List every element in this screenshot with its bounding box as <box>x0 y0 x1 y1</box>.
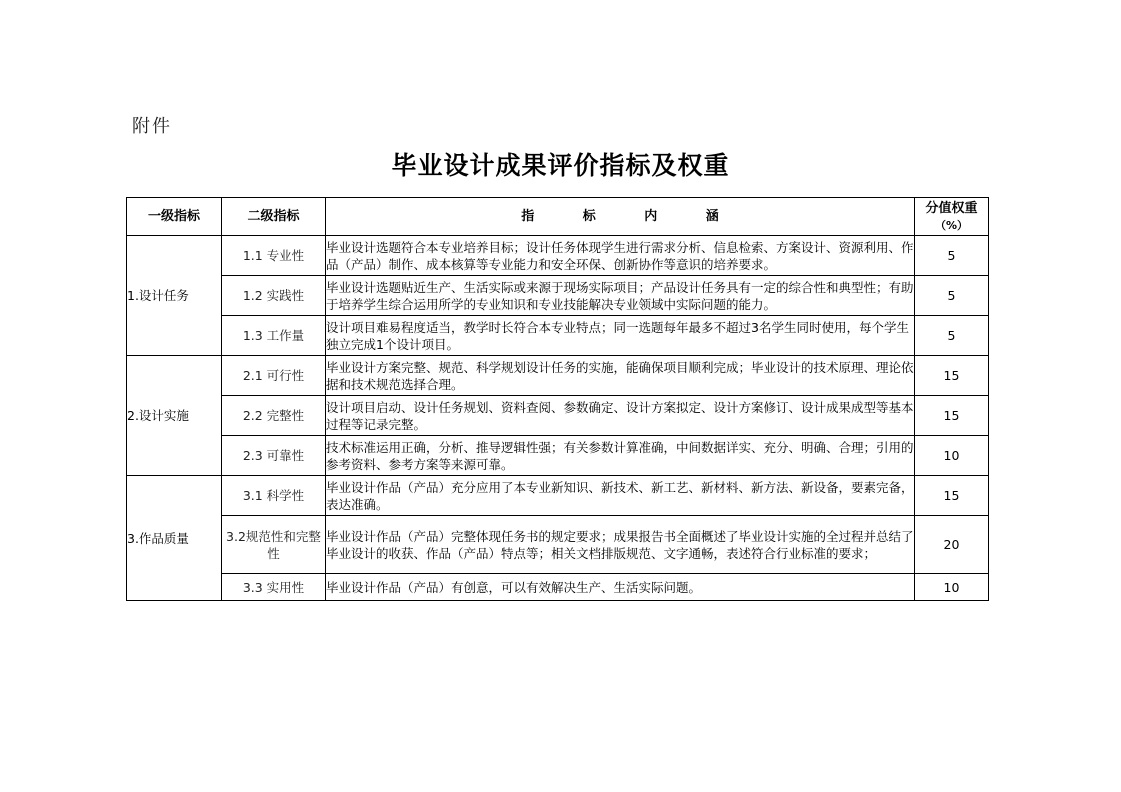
table-row <box>127 276 989 316</box>
level1-cell: 1.设计任务 <box>127 236 222 356</box>
level2-cell: 3.2规范性和完整性 <box>222 516 326 574</box>
table-row <box>127 476 989 516</box>
evaluation-table <box>126 197 989 601</box>
level2-cell: 2.2 完整性 <box>222 396 326 436</box>
table-header-row <box>127 198 989 236</box>
level2-cell: 1.1 专业性 <box>222 236 326 276</box>
level2-cell: 3.3 实用性 <box>222 574 326 601</box>
weight-cell: 10 <box>915 436 989 476</box>
table-row <box>127 574 989 601</box>
content-cell: 毕业设计选题贴近生产、生活实际或来源于现场实际项目；产品设计任务具有一定的综合性和典型性；有助于培养学生综合运用所学的专业知识和专业技能解决专业领域中实际问题的能力。 <box>326 276 915 316</box>
level1-cell: 2.设计实施 <box>127 356 222 476</box>
weight-cell: 10 <box>915 574 989 601</box>
weight-cell: 15 <box>915 396 989 436</box>
header-level2: 二级指标 <box>222 198 326 236</box>
level2-cell: 1.3 工作量 <box>222 316 326 356</box>
level2-cell: 2.3 可靠性 <box>222 436 326 476</box>
table-row <box>127 236 989 276</box>
level2-cell: 1.2 实践性 <box>222 276 326 316</box>
content-cell: 毕业设计作品（产品）充分应用了本专业新知识、新技术、新工艺、新材料、新方法、新设备，要素完备，表达准确。 <box>326 476 915 516</box>
content-cell: 设计项目启动、设计任务规划、资料查阅、参数确定、设计方案拟定、设计方案修订、设计成果成型等基本过程等记录完整。 <box>326 396 915 436</box>
table-row <box>127 436 989 476</box>
content-cell: 设计项目难易程度适当，教学时长符合本专业特点；同一选题每年最多不超过3名学生同时使用，每个学生独立完成1个设计项目。 <box>326 316 915 356</box>
level1-cell: 3.作品质量 <box>127 476 222 601</box>
weight-cell: 5 <box>915 236 989 276</box>
header-content-label: 指 标 内 涵 <box>521 209 741 224</box>
header-weight-label: 分值权重 <box>925 200 978 216</box>
content-cell: 毕业设计作品（产品）有创意，可以有效解决生产、生活实际问题。 <box>326 574 915 601</box>
header-weight <box>915 198 989 236</box>
header-level1: 一级指标 <box>127 198 222 236</box>
weight-cell: 5 <box>915 276 989 316</box>
weight-cell: 5 <box>915 316 989 356</box>
header-weight-unit: （%） <box>934 218 969 232</box>
page-title: 毕业设计成果评价指标及权重 <box>391 151 730 180</box>
content-cell: 技术标准运用正确，分析、推导逻辑性强；有关参数计算准确，中间数据详实、充分、明确、合理；引用的参考资料、参考方案等来源可靠。 <box>326 436 915 476</box>
table-row <box>127 516 989 574</box>
level2-cell: 3.1 科学性 <box>222 476 326 516</box>
weight-cell: 15 <box>915 476 989 516</box>
content-cell: 毕业设计选题符合本专业培养目标；设计任务体现学生进行需求分析、信息检索、方案设计、资源利用、作品（产品）制作、成本核算等专业能力和安全环保、创新协作等意识的培养要求。 <box>326 236 915 276</box>
content-cell: 毕业设计方案完整、规范、科学规划设计任务的实施，能确保项目顺利完成；毕业设计的技术原理、理论依据和技术规范选择合理。 <box>326 356 915 396</box>
header-content <box>326 198 915 236</box>
attachment-label: 附件 <box>132 116 172 137</box>
level2-cell: 2.1 可行性 <box>222 356 326 396</box>
table-row <box>127 316 989 356</box>
content-cell: 毕业设计作品（产品）完整体现任务书的规定要求；成果报告书全面概述了毕业设计实施的全过程并总结了毕业设计的收获、作品（产品）特点等；相关文档排版规范、文字通畅，表述符合行业标准的要求； <box>326 516 915 574</box>
weight-cell: 20 <box>915 516 989 574</box>
table-row <box>127 396 989 436</box>
weight-cell: 15 <box>915 356 989 396</box>
table-row <box>127 356 989 396</box>
